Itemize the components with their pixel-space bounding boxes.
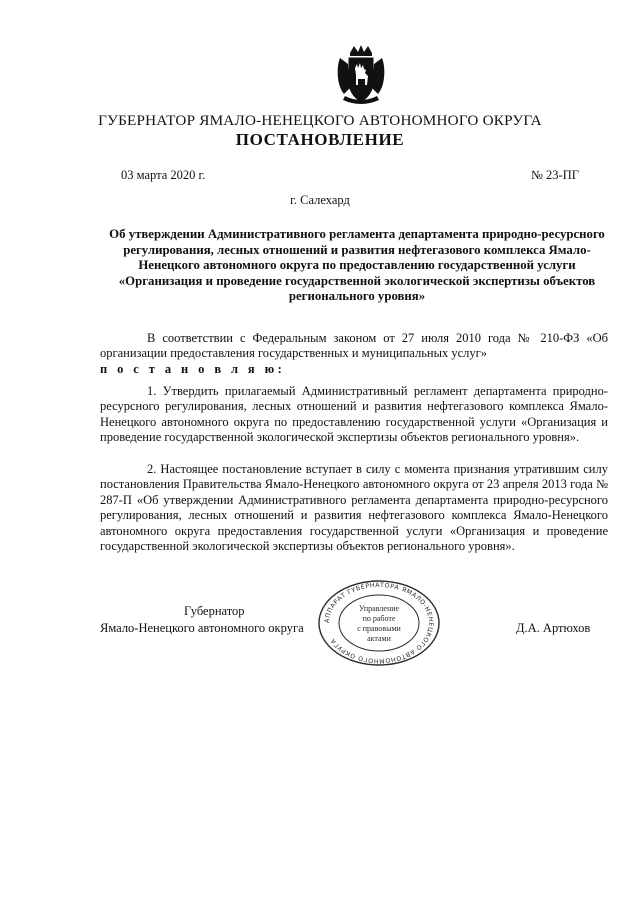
stamp-line-4: актами	[367, 634, 391, 643]
stamp-line-3: с правовыми	[357, 624, 401, 633]
preamble-text: В соответствии с Федеральным законом от 27 июля 2010 года № 210-ФЗ «Об организации предоставления государственных и муниципальных услуг»	[100, 331, 608, 361]
decree-item-1: 1. Утвердить прилагаемый Административный регламент департамента природно-ресурсного регулирования, лесных отношений и развития нефтегазового комплекса Ямало-Ненецкого автономного округа по предоставлению государственной услуги «Организация и проведение государственной экологической экспертизы объектов регионального уровня».	[100, 384, 608, 445]
decree-word: п о с т а н о в л я ю:	[100, 361, 286, 376]
document-date: 03 марта 2020 г.	[121, 168, 206, 182]
document-number: № 23-ПГ	[531, 168, 579, 182]
coat-of-arms-emblem	[334, 44, 388, 106]
signatory-name: Д.А. Артюхов	[516, 621, 591, 635]
document-title: Об утверждении Административного регламента департамента природно-ресурсного регулирования, лесных отношений и развития нефтегазового комплекса Ямало-Ненецкого автономного округа по предоставлению государственной услуги «Организация и проведение государственной экологической экспертизы объектов регионального уровня»	[109, 227, 605, 304]
stamp-ring-text: АППАРАТ ГУБЕРНАТОРА ЯМАЛО-НЕНЕЦКОГО АВТОНОМНОГО ОКРУГА	[323, 581, 435, 665]
decree-item-2: 2. Настоящее постановление вступает в силу с момента признания утратившим силу постановления Правительства Ямало-Ненецкого автономного округа от 23 апреля 2013 года № 287-П «Об утверждении Административного регламента департамента природно-ресурсного регулирования, лесных отношений и развития нефтегазового комплекса Ямало-Ненецкого автономного округа предоставления государственной услуги «Организация и проведение государственной экологической экспертизы объектов регионального уровня».	[100, 462, 608, 554]
issuing-authority: ГУБЕРНАТОР ЯМАЛО-НЕНЕЦКОГО АВТОНОМНОГО ОКРУГА	[98, 112, 542, 129]
preamble-paragraph	[100, 331, 608, 377]
signatory-role-line1: Губернатор	[184, 604, 245, 618]
stamp-line-1: Управление	[358, 604, 400, 613]
signatory-role-line2: Ямало-Ненецкого автономного округа	[100, 621, 304, 635]
document-type: ПОСТАНОВЛЕНИЕ	[235, 130, 405, 149]
stamp-line-2: по работе	[362, 614, 396, 623]
document-city: г. Салехард	[290, 193, 350, 207]
official-stamp	[316, 578, 442, 668]
